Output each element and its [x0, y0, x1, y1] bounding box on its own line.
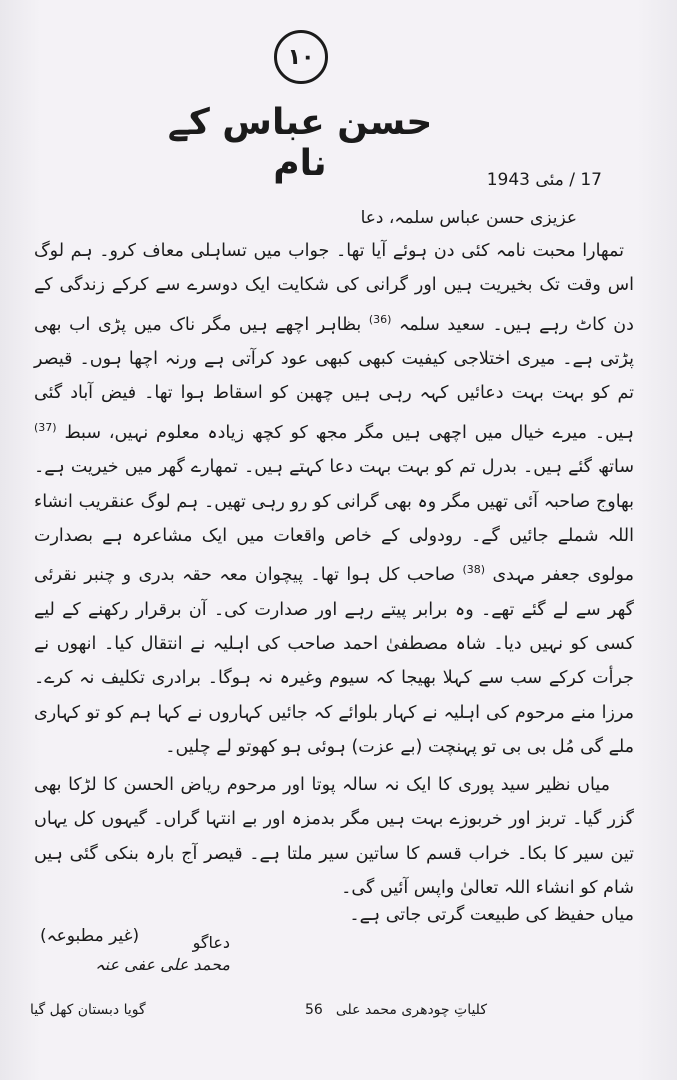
- footer-book-title: کلیاتِ چودھری محمد علی: [335, 1002, 487, 1018]
- letter-paragraph-3: میاں حفیظ کی طبیعت گرتی جاتی ہے۔: [349, 905, 634, 925]
- letter-title: حسن عباس کے نام: [167, 102, 433, 184]
- letter-paragraph-1: [34, 234, 634, 765]
- letter-salutation: عزیزی حسن عباس سلمہ، دعا: [360, 208, 577, 228]
- signature-closing: دعاگو: [192, 933, 230, 952]
- footer-section-title: گویا دبستان کھل گیا: [30, 1002, 146, 1018]
- letter-paragraph-2: میاں نظیر سید پوری کا ایک نہ سالہ پوتا اور مرحوم ریاض الحسن کا لڑکا بھی گزر گیا۔ تربز اور خربوزے بہت ہیں مگر بدمزہ اور بے انتہا گراں۔ گیہوں کل یہاں تین سیر کا بکا۔ خراب قسم کا ساتین سیر ملتا ہے۔ قیصر آج بارہ بنکی گئی ہیں شام کو انشاء اللہ تعالیٰ واپس آئیں گی۔: [34, 775, 634, 899]
- paragraph-1-text-c: ساتھ گئے ہیں۔ بدرل تم کو بہت بہت دعا کہتے ہیں۔ تمھارے گھر میں خیریت ہے۔ بھاوج صاحبہ آئی تھیں مگر وہ بھی گرانی کو رو رہی تھیں۔ ہم لوگ عنقریب انشاء اللہ شملے جائیں گے۔ رودولی کے خاص واقعات میں ایک مشاعرہ ہے بصدارت مولوی جعفر مہدی: [34, 457, 634, 586]
- signature-block: [30, 932, 230, 976]
- unpublished-note: (غیر مطبوعہ): [40, 926, 140, 946]
- signature-name: محمد علی عفی عنہ: [95, 955, 230, 974]
- paragraph-1-text-b: بظاہر اچھے ہیں مگر ناک میں پڑی اب بھی پڑتی ہے۔ میری اختلاجی کیفیت کبھی کبھی عود کرآتی ہے ورنہ اچھا ہوں۔ قیصر تم کو بہت بہت دعائیں کہہ رہی ہیں چھبن کو اسقاط ہوا تھا۔ فیض آباد گئی ہیں۔ میرے خیال میں اچھی ہیں مگر مجھ کو کچھ زیادہ معلوم نہیں، سبط: [34, 314, 634, 443]
- footnote-ref-38: (38): [462, 563, 486, 577]
- chapter-number: ۱۰: [287, 44, 315, 70]
- footnote-ref-36: (36): [368, 312, 392, 326]
- footnote-ref-37: (37): [34, 420, 57, 434]
- footer-page-number: 56: [305, 1002, 323, 1018]
- paragraph-1-text-a: تمھارا محبت نامہ کئی دن ہوئے آیا تھا۔ جواب میں تساہلی معاف کرو۔ ہم لوگ اس وقت تک بخیریت ہیں اور گرانی کی شکایت ایک دوسرے سے کرکے زندگی کے دن کاٹ رہے ہیں۔ سعید سلمہ: [34, 241, 634, 335]
- chapter-number-badge: [274, 30, 328, 84]
- letter-date: 17 / مئی 1943: [486, 170, 602, 190]
- paragraph-1-text-d: صاحب کل ہوا تھا۔ پیچوان معہ حقہ بدری و چنبر نقرئی گھر سے لے گئے تھے۔ وہ برابر پیتے رہے اور صدارت کی۔ آن برقرار رکھنے کے لیے کسی کو نہیں دیا۔ شاہ مصطفیٰ احمد صاحب کی اہلیہ نے انتقال کیا۔ انھوں نے جرأت کرکے سب سے کہلا بھیجا کہ سیوم وغیرہ نہ ہوگا۔ برادری تکلیف نہ کرے۔ مرزا منے مرحوم کی اہلیہ نے کہار بلوائے کہ جائیں کہاروں نے کہا ہم کو تو کہاری ملے گی مُل بی بی تو پہنچت (بے عزت) ہوئی ہو کھوتو لے چلیں۔: [34, 565, 634, 758]
